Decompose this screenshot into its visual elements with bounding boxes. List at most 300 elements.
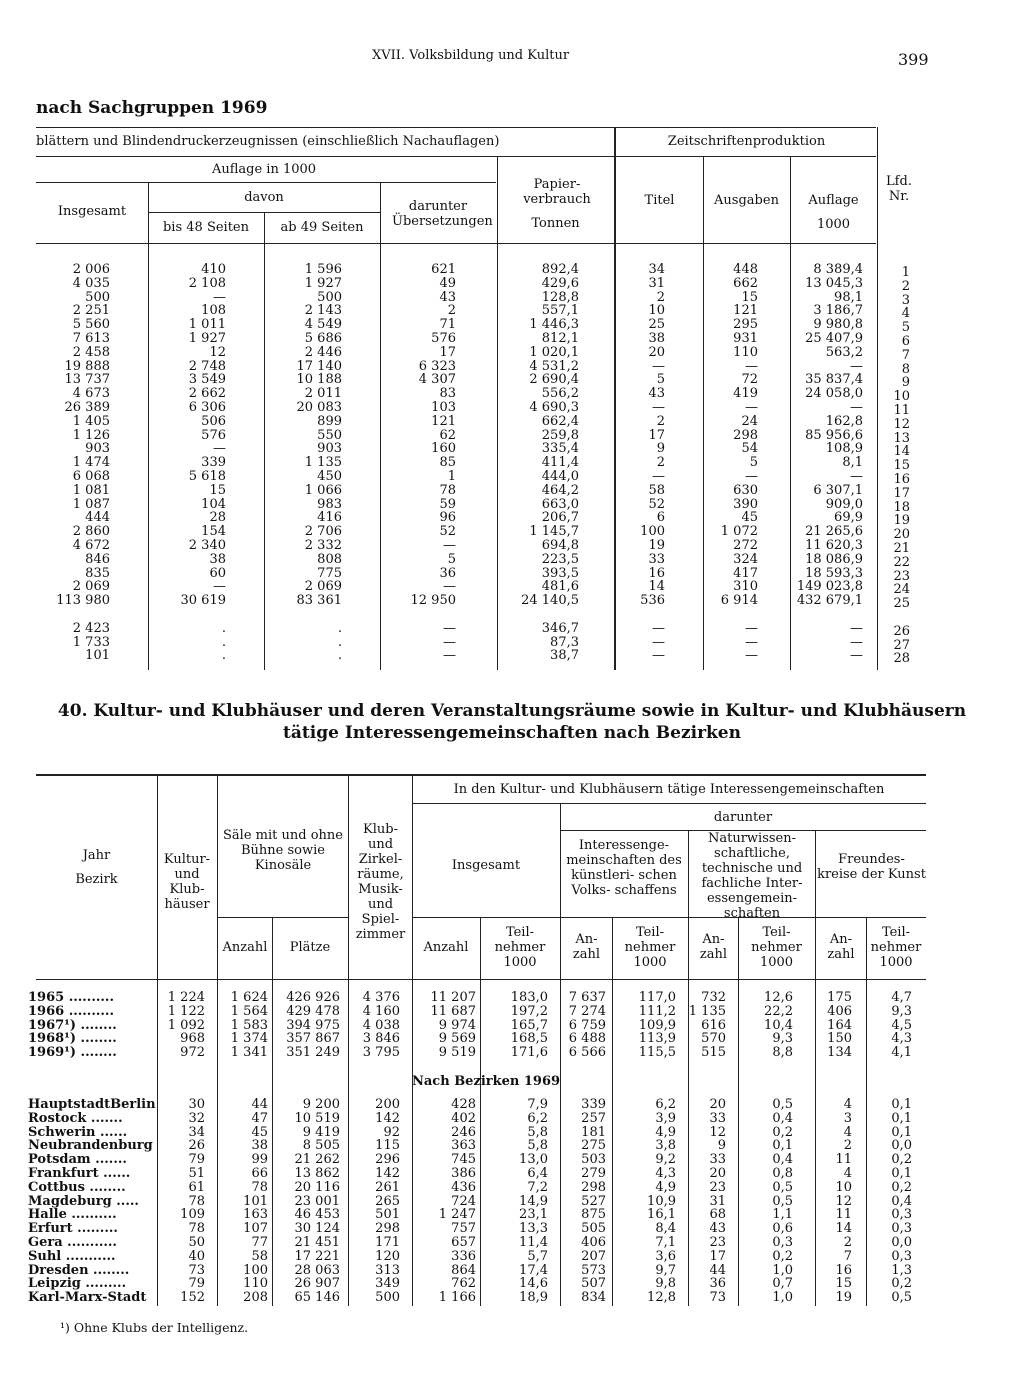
rule [480, 917, 481, 1306]
cell: 92 [383, 1124, 400, 1140]
header-bis48: bis 48 Seiten [162, 220, 249, 235]
cell: 1,0 [772, 1262, 793, 1278]
cell: 0,1 [891, 1124, 912, 1140]
cell: 357 867 [286, 1031, 340, 1047]
cell: 20 [709, 1166, 726, 1181]
cell: 968 [180, 1031, 205, 1047]
cell: 13 862 [294, 1166, 340, 1181]
cell: 6,4 [527, 1166, 548, 1181]
cell: 171,6 [510, 1045, 548, 1061]
cell: 351 249 [286, 1045, 340, 1061]
cell: 0,1 [891, 1166, 912, 1181]
cell: 171 [375, 1235, 400, 1250]
cell: 142 [375, 1166, 400, 1181]
cell: 1 122 [167, 1003, 205, 1019]
cell: 3,6 [655, 1248, 676, 1264]
cell: 9 974 [438, 1017, 476, 1033]
cell: 115 [375, 1138, 400, 1154]
cell: 0,4 [772, 1152, 793, 1168]
cell: 4,7 [891, 990, 912, 1005]
cell: 10,4 [764, 1017, 793, 1033]
cell: 11 207 [430, 990, 476, 1005]
cell: 23 [709, 1179, 726, 1195]
cell: 43 [709, 1221, 726, 1237]
cell: 197,2 [510, 1003, 548, 1019]
cell: 570 [701, 1031, 726, 1047]
row-label: Frankfurt ...... [28, 1166, 131, 1181]
cell: 1 583 [230, 1017, 268, 1033]
header-ig-anzahl: Anzahl [423, 940, 469, 955]
cell: 150 [827, 1031, 852, 1047]
cell: 257 [581, 1110, 606, 1126]
header-lfd: Lfd. Nr. [886, 174, 912, 204]
cell: 0,5 [772, 1193, 793, 1209]
rule [412, 803, 926, 804]
header-books: blättern und Blindendruckerzeugnissen (einschließlich Nachauflagen) [36, 134, 500, 149]
cell: 9 569 [438, 1031, 476, 1047]
cell: 58 [251, 1248, 268, 1264]
cell: 4 [843, 1097, 852, 1112]
cell: 12,6 [764, 990, 793, 1005]
header-volk-teilnehmer: Teil- nehmer 1000 [624, 925, 676, 970]
cell: 1 564 [230, 1003, 268, 1019]
cell: 16,1 [647, 1207, 676, 1223]
cell: 4,1 [891, 1045, 912, 1061]
header-ab49: ab 49 Seiten [280, 220, 364, 235]
cell: 505 [581, 1221, 606, 1237]
cell: 40 [188, 1248, 205, 1264]
cell: 7 274 [568, 1003, 606, 1019]
cell: 265 [375, 1193, 400, 1209]
cell: 0,3 [891, 1248, 912, 1264]
cell: 9 519 [438, 1045, 476, 1061]
cell: 875 [581, 1207, 606, 1223]
cell: 296 [375, 1152, 400, 1168]
cell: 6 566 [568, 1045, 606, 1061]
cell: 181 [581, 1124, 606, 1140]
cell: 4 [843, 1166, 852, 1181]
rule [738, 917, 739, 1306]
section2-title-line2: tätige Interessengemeinschaften nach Bezirken [283, 723, 741, 743]
cell: 6 488 [568, 1031, 606, 1047]
header-ausgaben: Ausgaben [714, 193, 779, 208]
cell: 111,2 [638, 1003, 676, 1019]
cell: 23 [709, 1235, 726, 1250]
cell: 101 [243, 1193, 268, 1209]
header-freunde: Freundes- kreise der Kunst [817, 852, 926, 882]
cell: 5,8 [527, 1138, 548, 1154]
cell: 336 [451, 1248, 476, 1264]
rule [380, 182, 381, 670]
cell: 11 [835, 1207, 852, 1223]
cell: 402 [451, 1110, 476, 1126]
header-saele-anzahl: Anzahl [222, 940, 268, 955]
header-tonnen: Tonnen [531, 216, 580, 231]
cell: 17,4 [519, 1262, 548, 1278]
cell: 15 [835, 1276, 852, 1292]
cell: 279 [581, 1166, 606, 1181]
cell: 22,2 [764, 1003, 793, 1019]
rule [877, 127, 878, 670]
cell: 30 124 [294, 1221, 340, 1237]
rule [560, 803, 561, 1306]
cell: 78 [188, 1221, 205, 1237]
cell: 66 [251, 1166, 268, 1181]
cell: 349 [375, 1276, 400, 1292]
header-darunter: darunter [713, 810, 773, 825]
cell: 46 453 [294, 1207, 340, 1223]
cell: 762 [451, 1276, 476, 1292]
cell: 1 092 [167, 1017, 205, 1033]
cell: 3 [843, 1110, 852, 1126]
row-label: 1969¹) ........ [28, 1045, 117, 1061]
cell: 0,2 [891, 1152, 912, 1168]
cell: 1 341 [230, 1045, 268, 1061]
rule [148, 182, 149, 670]
cell: 0,5 [772, 1179, 793, 1195]
cell: 864 [451, 1262, 476, 1278]
cell: 0,5 [772, 1097, 793, 1112]
row-label: Cottbus ........ [28, 1179, 126, 1195]
cell: 21 451 [294, 1235, 340, 1250]
header-auflage-z: Auflage [808, 193, 859, 208]
row-label: HauptstadtBerlin [28, 1097, 156, 1112]
cell: 99 [251, 1152, 268, 1168]
cell: 8,8 [772, 1045, 793, 1061]
col-uebersetzungen: 621 49 43 2 71 576 17 6 323 4 307 83 103 121 62 160 85 1 78 59 96 52 — 5 36 — 12 950 — — — [410, 262, 456, 664]
cell: 0,2 [772, 1248, 793, 1264]
cell: 9,3 [772, 1031, 793, 1047]
cell: 3,8 [655, 1138, 676, 1154]
cell: 0,0 [891, 1235, 912, 1250]
cell: 275 [581, 1138, 606, 1154]
cell: 507 [581, 1276, 606, 1292]
cell: 115,5 [638, 1045, 676, 1061]
cell: 36 [709, 1276, 726, 1292]
rule [412, 917, 926, 918]
cell: 7 637 [568, 990, 606, 1005]
rule [866, 917, 867, 1306]
cell: 20 [709, 1097, 726, 1112]
cell: 1 224 [167, 990, 205, 1005]
cell: 183,0 [510, 990, 548, 1005]
cell: 9,8 [655, 1276, 676, 1292]
cell: 0,1 [772, 1138, 793, 1154]
cell: 13,3 [519, 1221, 548, 1237]
cell: 30 [188, 1097, 205, 1112]
cell: 428 [451, 1097, 476, 1112]
row-label: 1968¹) ........ [28, 1031, 117, 1047]
cell: 298 [581, 1179, 606, 1195]
cell: 26 [188, 1138, 205, 1154]
header-uebersetzungen: darunter Übersetzungen [392, 199, 493, 229]
row-label: Gera ........... [28, 1235, 117, 1250]
cell: 8,4 [655, 1221, 676, 1237]
cell: 573 [581, 1262, 606, 1278]
cell: 4,9 [655, 1124, 676, 1140]
col-ausgaben: 448 662 15 121 295 931 110 — 72 419 — 24 298 54 5 — 630 390 45 1 072 272 324 417 310 6 914 — — — [720, 262, 758, 664]
bezirke-heading: Nach Bezirken 1969 [412, 1074, 561, 1089]
section2-title-line1: 40. Kultur- und Klubhäuser und deren Veranstaltungsräume sowie in Kultur- und Klubhäusern [57, 701, 967, 721]
header-auflage: Auflage in 1000 [211, 162, 317, 177]
cell: 16 [835, 1262, 852, 1278]
col-titel: 34 31 2 10 25 38 20 — 5 43 — 2 17 9 2 — 58 52 6 100 19 33 16 14 536 — — — [640, 262, 665, 664]
cell: 4,3 [891, 1031, 912, 1047]
cell: 18,9 [519, 1290, 548, 1306]
cell: 9,7 [655, 1262, 676, 1278]
rule [272, 917, 273, 1306]
cell: 503 [581, 1152, 606, 1168]
cell: 0,8 [772, 1166, 793, 1181]
row-label: 1967¹) ........ [28, 1017, 117, 1033]
cell: 406 [581, 1235, 606, 1250]
cell: 313 [375, 1262, 400, 1278]
header-ig-group: In den Kultur- und Klubhäusern tätige Interessengemeinschaften [453, 782, 885, 797]
cell: 200 [375, 1097, 400, 1112]
running-title: XVII. Volksbildung und Kultur [372, 48, 570, 63]
cell: 426 926 [286, 990, 340, 1005]
cell: 44 [709, 1262, 726, 1278]
cell: 51 [188, 1166, 205, 1181]
header-natur-teilnehmer: Teil- nehmer 1000 [751, 925, 802, 970]
cell: 3,9 [655, 1110, 676, 1126]
cell: 165,7 [510, 1017, 548, 1033]
cell: 9 200 [302, 1097, 340, 1112]
cell: 38 [251, 1138, 268, 1154]
cell: 50 [188, 1235, 205, 1250]
footnote: ¹) Ohne Klubs der Intelligenz. [60, 1320, 249, 1335]
cell: 2 [843, 1235, 852, 1250]
rule [815, 830, 816, 1306]
cell: 4 160 [362, 1003, 400, 1019]
cell: 11 687 [430, 1003, 476, 1019]
cell: 1 166 [438, 1290, 476, 1306]
cell: 1 135 [688, 1003, 726, 1019]
cell: 113,9 [638, 1031, 676, 1047]
cell: 6,2 [527, 1110, 548, 1126]
cell: 5,8 [527, 1124, 548, 1140]
cell: 5,7 [527, 1248, 548, 1264]
header-jahr: Jahr [82, 848, 111, 863]
cell: 78 [251, 1179, 268, 1195]
cell: 732 [701, 990, 726, 1005]
cell: 4,3 [655, 1166, 676, 1181]
cell: 120 [375, 1248, 400, 1264]
header-ig-insgesamt: Insgesamt [451, 858, 521, 873]
cell: 73 [709, 1290, 726, 1306]
header-kulturhaeuser: Kultur- und Klub- häuser [163, 852, 211, 912]
cell: 339 [581, 1097, 606, 1112]
header-plaetze: Plätze [289, 940, 331, 955]
rule [497, 156, 498, 670]
cell: 14,9 [519, 1193, 548, 1209]
cell: 1 374 [230, 1031, 268, 1047]
cell: 657 [451, 1235, 476, 1250]
cell: 0,2 [891, 1276, 912, 1292]
cell: 9,3 [891, 1003, 912, 1019]
cell: 429 478 [286, 1003, 340, 1019]
cell: 110 [243, 1276, 268, 1292]
cell: 0,6 [772, 1221, 793, 1237]
cell: 616 [701, 1017, 726, 1033]
row-label: Potsdam ....... [28, 1152, 127, 1168]
section1-title: nach Sachgruppen 1969 [36, 98, 268, 118]
cell: 10 [835, 1179, 852, 1195]
header-klub: Klub- und Zirkel- räume, Musik- und Spiel- zimmer [355, 822, 406, 942]
cell: 0,4 [772, 1110, 793, 1126]
col-lfd: 1 2 3 4 5 6 7 8 9 10 11 12 13 14 15 16 17 18 19 20 21 22 23 24 25 26 27 28 [893, 265, 910, 667]
cell: 61 [188, 1179, 205, 1195]
cell: 7,1 [655, 1235, 676, 1250]
rule [412, 774, 413, 1306]
cell: 17 221 [294, 1248, 340, 1264]
cell: 10 519 [294, 1110, 340, 1126]
cell: 246 [451, 1124, 476, 1140]
cell: 4 376 [362, 990, 400, 1005]
row-label: Halle .......... [28, 1207, 117, 1223]
cell: 4,5 [891, 1017, 912, 1033]
cell: 1,3 [891, 1262, 912, 1278]
cell: 33 [709, 1152, 726, 1168]
cell: 73 [188, 1262, 205, 1278]
rule [612, 917, 613, 1306]
cell: 47 [251, 1110, 268, 1126]
cell: 0,3 [891, 1221, 912, 1237]
cell: 65 146 [294, 1290, 340, 1306]
row-label: 1966 .......... [28, 1003, 114, 1019]
cell: 45 [251, 1124, 268, 1140]
cell: 68 [709, 1207, 726, 1223]
header-freunde-anzahl: An- zahl [827, 932, 855, 962]
header-papier: Papier- verbrauch [523, 177, 591, 207]
cell: 12,8 [647, 1290, 676, 1306]
col-ab49: 1 596 1 927 500 2 143 4 549 5 686 2 446 17 140 10 188 2 011 20 083 899 550 903 1 135 450 1 066 983 416 2 706 2 332 808 775 2 069 83 361 . . . [296, 262, 342, 664]
row-label: Karl-Marx-Stadt [28, 1290, 147, 1306]
rule [36, 979, 926, 980]
rule [36, 182, 496, 183]
cell: 14 [835, 1221, 852, 1237]
cell: 7,2 [527, 1179, 548, 1195]
cell: 9 419 [302, 1124, 340, 1140]
row-label: Suhl ........... [28, 1248, 116, 1264]
cell: 9,2 [655, 1152, 676, 1168]
cell: 2 [843, 1138, 852, 1154]
cell: 28 063 [294, 1262, 340, 1278]
cell: 77 [251, 1235, 268, 1250]
cell: 79 [188, 1276, 205, 1292]
cell: 134 [827, 1045, 852, 1061]
cell: 14,6 [519, 1276, 548, 1292]
header-periodicals: Zeitschriftenproduktion [667, 134, 826, 149]
cell: 0,0 [891, 1138, 912, 1154]
header-saele: Säle mit und ohne Bühne sowie Kinosäle [223, 828, 343, 873]
header-titel: Titel [644, 193, 675, 208]
row-label: Rostock ....... [28, 1110, 123, 1126]
rule [614, 127, 616, 670]
cell: 33 [709, 1110, 726, 1126]
cell: 8 505 [302, 1138, 340, 1154]
cell: 32 [188, 1110, 205, 1126]
cell: 0,2 [772, 1124, 793, 1140]
cell: 19 [835, 1290, 852, 1306]
cell: 168,5 [510, 1031, 548, 1047]
cell: 394 975 [286, 1017, 340, 1033]
cell: 261 [375, 1179, 400, 1195]
cell: 152 [180, 1290, 205, 1306]
cell: 21 262 [294, 1152, 340, 1168]
cell: 164 [827, 1017, 852, 1033]
cell: 26 907 [294, 1276, 340, 1292]
row-label: Magdeburg ..... [28, 1193, 139, 1209]
cell: 7,9 [527, 1097, 548, 1112]
header-volk-anzahl: An- zahl [572, 932, 601, 962]
col-auflage-z: 8 389,4 13 045,3 98,1 3 186,7 9 980,8 25 407,9 563,2 — 35 837,4 24 058,0 — 162,8 85 956,6 108,9 8,1 — 6 307,1 909,0 69,9 21 265,6 11 620,3 18 086,9 18 593,3 149 023,8 432 679,1 — — — [796, 262, 863, 664]
cell: 163 [243, 1207, 268, 1223]
cell: 11 [835, 1152, 852, 1168]
header-insgesamt: Insgesamt [57, 204, 127, 219]
rule [217, 917, 348, 918]
cell: 386 [451, 1166, 476, 1181]
cell: 298 [375, 1221, 400, 1237]
cell: 100 [243, 1262, 268, 1278]
cell: 1,0 [772, 1290, 793, 1306]
header-bezirk: Bezirk [75, 872, 118, 887]
col-bis48: 410 2 108 — 108 1 011 1 927 12 2 748 3 549 2 662 6 306 506 576 — 339 5 618 15 104 28 154 2 340 38 60 — 30 619 . . . [180, 262, 226, 664]
row-label: Schwerin ...... [28, 1124, 128, 1140]
cell: 0,7 [772, 1276, 793, 1292]
cell: 0,1 [891, 1110, 912, 1126]
cell: 107 [243, 1221, 268, 1237]
cell: 4,9 [655, 1179, 676, 1195]
row-label: Dresden ........ [28, 1262, 130, 1278]
cell: 406 [827, 1003, 852, 1019]
cell: 724 [451, 1193, 476, 1209]
cell: 757 [451, 1221, 476, 1237]
cell: 515 [701, 1045, 726, 1061]
header-ig-teilnehmer: Teil- nehmer 1000 [494, 925, 546, 970]
cell: 4 038 [362, 1017, 400, 1033]
cell: 31 [709, 1193, 726, 1209]
header-auflage-z-unit: 1000 [816, 217, 851, 232]
cell: 12 [709, 1124, 726, 1140]
cell: 175 [827, 990, 852, 1005]
cell: 13,0 [519, 1152, 548, 1168]
cell: 0,3 [891, 1207, 912, 1223]
cell: 207 [581, 1248, 606, 1264]
cell: 4 [843, 1124, 852, 1140]
cell: 6,2 [655, 1097, 676, 1112]
cell: 20 116 [294, 1179, 340, 1195]
cell: 0,2 [891, 1179, 912, 1195]
rule [36, 774, 926, 776]
cell: 0,3 [772, 1235, 793, 1250]
cell: 3 795 [362, 1045, 400, 1061]
cell: 34 [188, 1124, 205, 1140]
cell: 436 [451, 1179, 476, 1195]
rule [264, 212, 265, 670]
header-davon: davon [244, 190, 284, 205]
cell: 23 001 [294, 1193, 340, 1209]
row-label: Leipzig ......... [28, 1276, 127, 1292]
cell: 10,9 [647, 1193, 676, 1209]
header-freunde-teilnehmer: Teil- nehmer 1000 [870, 925, 922, 970]
cell: 11,4 [519, 1235, 548, 1250]
row-label: 1965 .......... [28, 990, 114, 1005]
cell: 78 [188, 1193, 205, 1209]
cell: 12 [835, 1193, 852, 1209]
cell: 834 [581, 1290, 606, 1306]
cell: 44 [251, 1097, 268, 1112]
